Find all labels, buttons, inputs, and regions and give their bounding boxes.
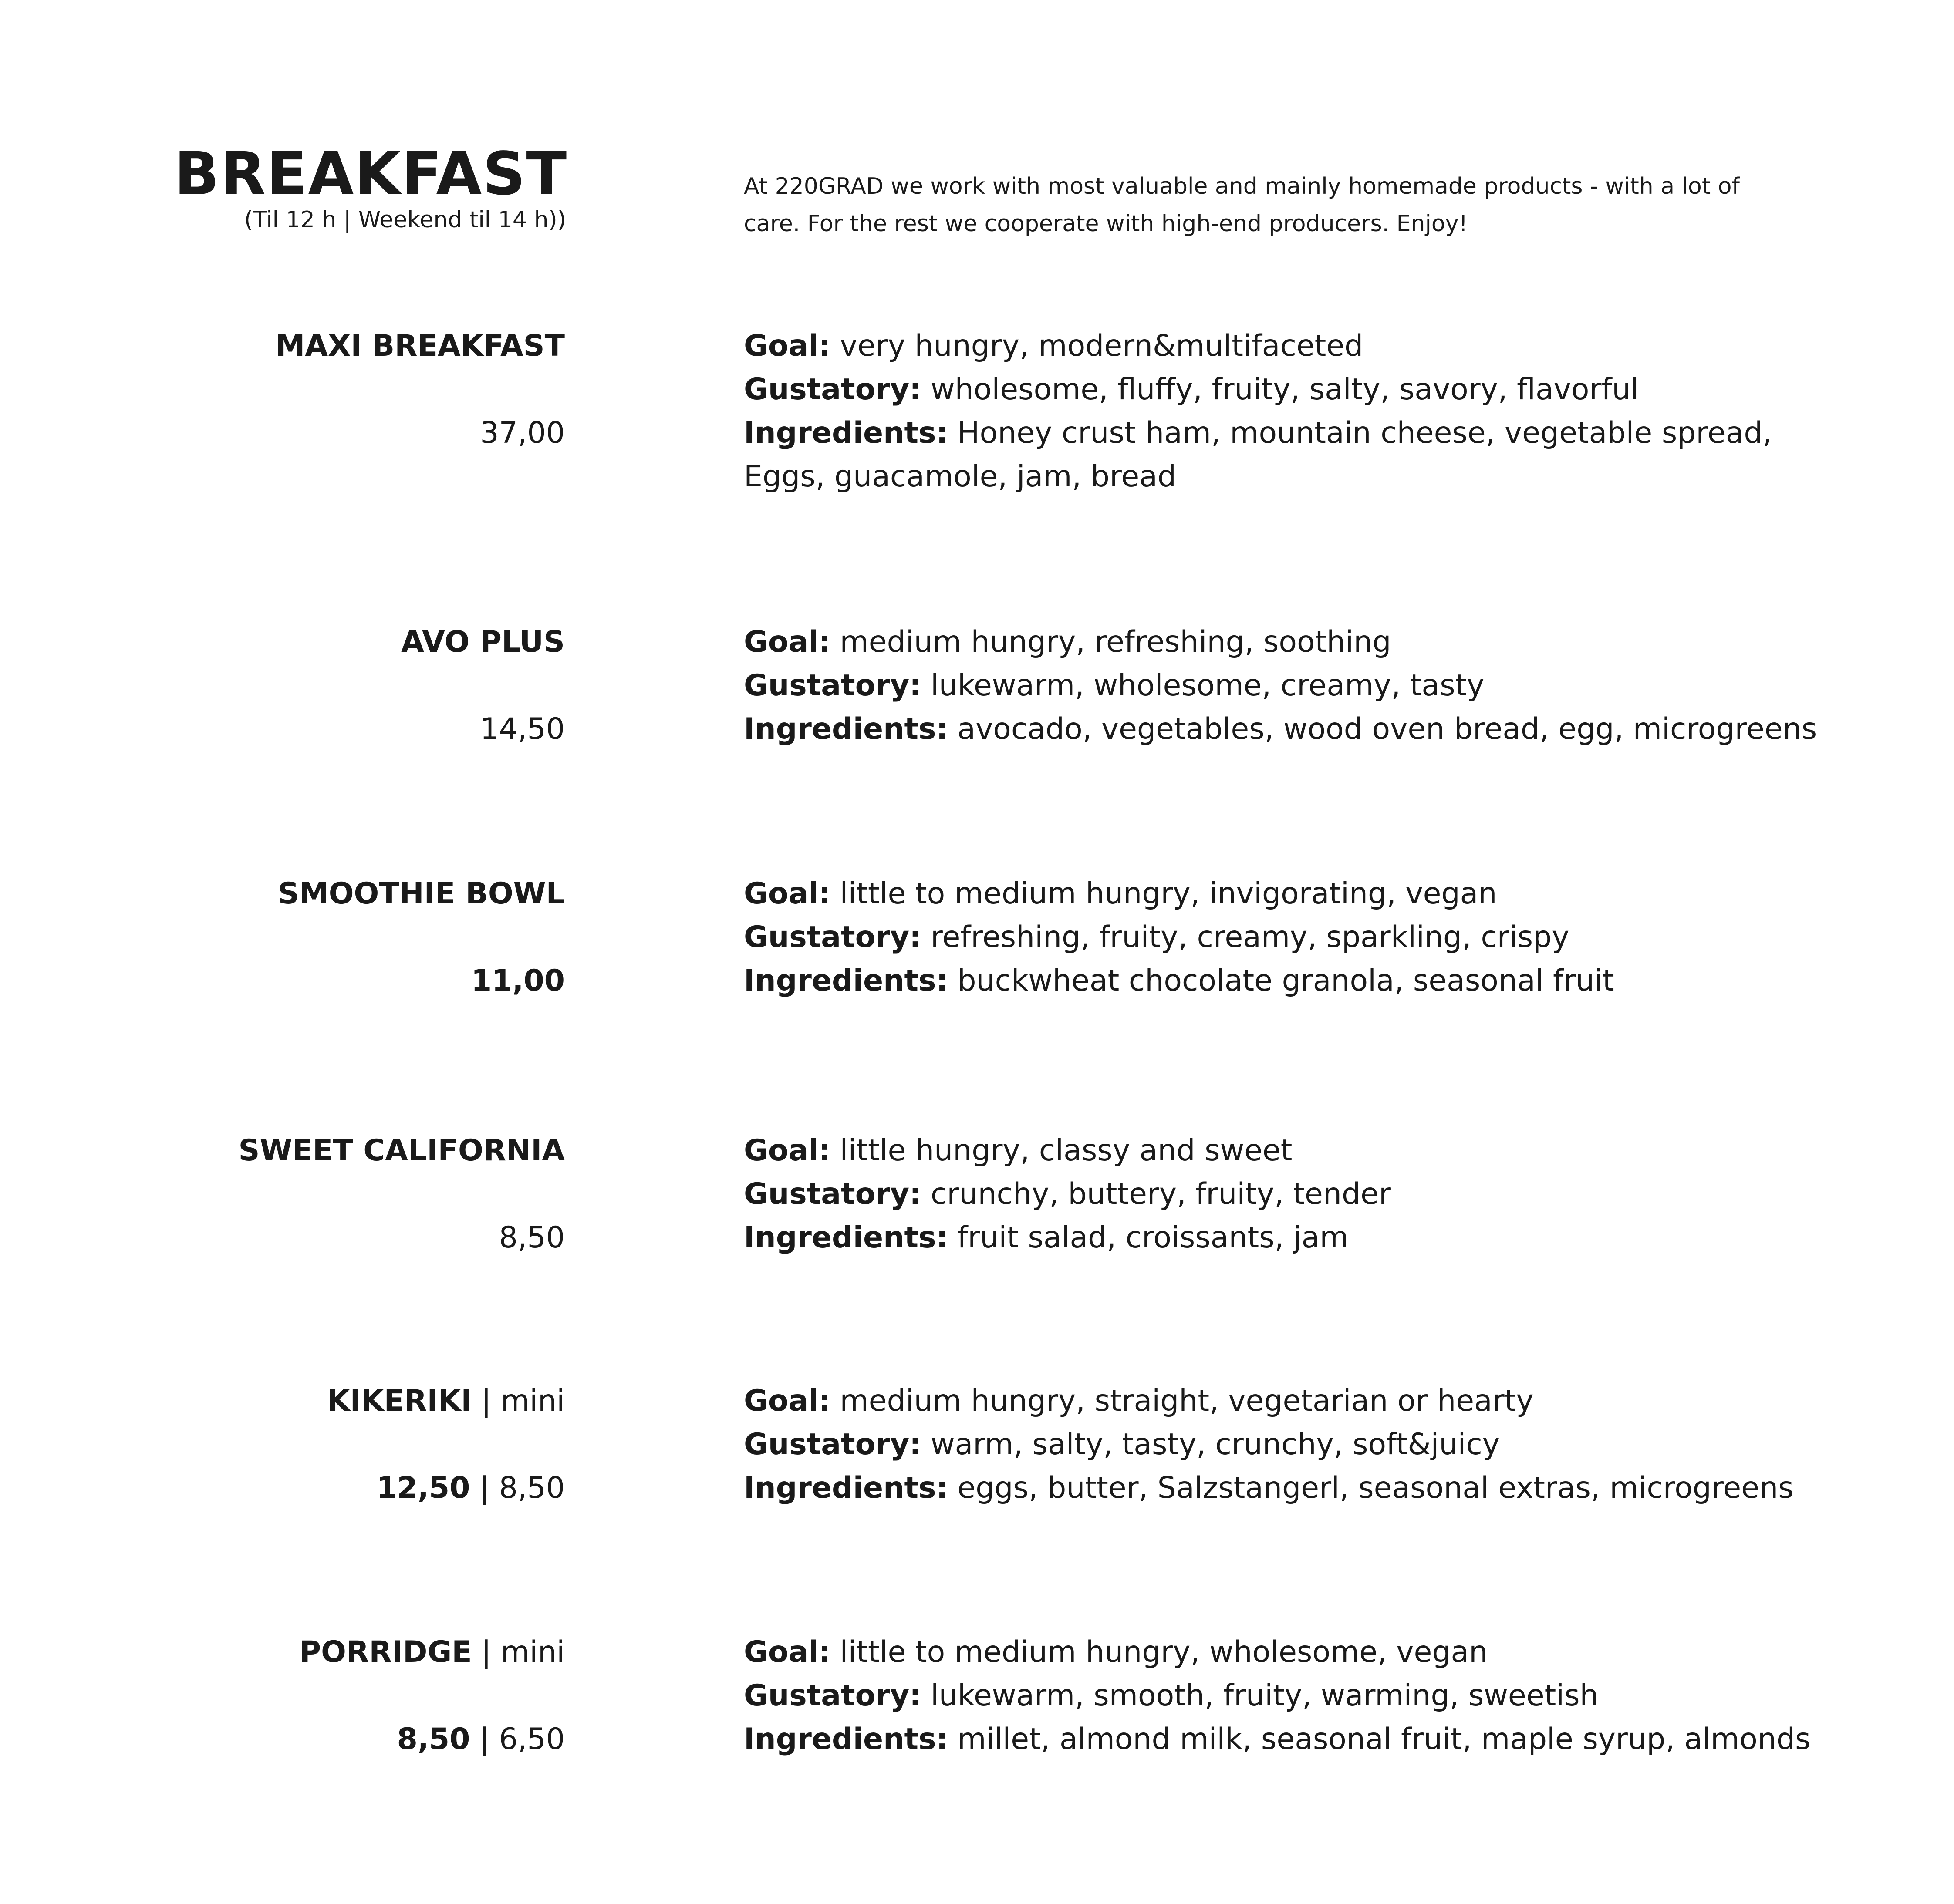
ingredients-text: Honey crust ham, mountain cheese, vegetable spread, <box>957 416 1772 450</box>
opening-hours: (Til 12 h | Weekend til 14 h)) <box>244 207 566 233</box>
item-name-price <box>174 1379 565 1510</box>
ingredients-text: eggs, butter, Salzstangerl, seasonal extras, microgreens <box>957 1471 1794 1505</box>
item-name: SMOOTHIE BOWL <box>278 876 565 911</box>
gustatory-line <box>744 664 1920 708</box>
item-price: 37,00 <box>480 416 565 450</box>
gustatory-text: warm, salty, tasty, crunchy, soft&juicy <box>931 1427 1500 1462</box>
ingredients-label: Ingredients: <box>744 1220 948 1255</box>
goal-label: Goal: <box>744 329 830 363</box>
goal-text: very hungry, modern&multifaceted <box>840 329 1363 363</box>
ingredients-label: Ingredients: <box>744 416 948 450</box>
gustatory-label: Gustatory: <box>744 1678 921 1713</box>
goal-label: Goal: <box>744 876 830 911</box>
goal-label: Goal: <box>744 1635 830 1669</box>
goal-line <box>744 324 1920 368</box>
goal-text: little to medium hungry, invigorating, vegan <box>840 876 1497 911</box>
goal-line <box>744 1379 1920 1423</box>
menu-header <box>174 140 568 235</box>
goal-line <box>744 620 1920 664</box>
goal-text: little hungry, classy and sweet <box>840 1133 1293 1168</box>
item-price: 12,50 <box>376 1471 470 1505</box>
gustatory-text: refreshing, fruity, creamy, sparkling, crispy <box>931 920 1569 954</box>
ingredients-label: Ingredients: <box>744 712 948 746</box>
item-mini-price: | 6,50 <box>470 1722 565 1756</box>
item-price-row <box>174 1718 565 1761</box>
item-description <box>744 872 1920 1003</box>
ingredients-line <box>744 1718 1920 1761</box>
gustatory-label: Gustatory: <box>744 668 921 703</box>
gustatory-line <box>744 1674 1920 1718</box>
gustatory-label: Gustatory: <box>744 1177 921 1211</box>
goal-label: Goal: <box>744 625 830 659</box>
item-name-price <box>174 620 565 751</box>
item-name: SWEET CALIFORNIA <box>238 1133 565 1168</box>
item-price: 14,50 <box>480 712 565 746</box>
item-name: AVO PLUS <box>401 625 565 659</box>
ingredients-line <box>744 708 1920 751</box>
gustatory-text: wholesome, fluffy, fruity, salty, savory, flavorful <box>931 372 1639 407</box>
item-size-option: | mini <box>472 1384 565 1418</box>
item-name: KIKERIKI <box>327 1384 472 1418</box>
ingredients-text: fruit salad, croissants, jam <box>957 1220 1349 1255</box>
item-name-price <box>174 1129 565 1260</box>
item-name: MAXI BREAKFAST <box>275 329 565 363</box>
goal-text: little to medium hungry, wholesome, vegan <box>840 1635 1488 1669</box>
gustatory-line <box>744 368 1920 411</box>
goal-line <box>744 1129 1920 1173</box>
gustatory-text: lukewarm, smooth, fruity, warming, sweetish <box>931 1678 1599 1713</box>
item-description <box>744 1129 1920 1260</box>
ingredients-line-cont: Eggs, guacamole, jam, bread <box>744 459 1177 494</box>
gustatory-text: crunchy, buttery, fruity, tender <box>931 1177 1391 1211</box>
item-description <box>744 324 1920 499</box>
gustatory-line <box>744 1423 1920 1466</box>
gustatory-text: lukewarm, wholesome, creamy, tasty <box>931 668 1485 703</box>
item-mini-price: | 8,50 <box>470 1471 565 1505</box>
item-description <box>744 620 1920 751</box>
ingredients-text: millet, almond milk, seasonal fruit, maple syrup, almonds <box>957 1722 1811 1756</box>
item-name-price <box>174 1631 565 1761</box>
item-price: 11,00 <box>471 964 565 998</box>
intro-text: At 220GRAD we work with most valuable and mainly homemade products - with a lot of care. For the rest we cooperate with high-end producers. Enjoy! <box>744 173 1740 237</box>
item-size-option: | mini <box>472 1635 565 1669</box>
goal-line <box>744 872 1920 916</box>
goal-text: medium hungry, refreshing, soothing <box>840 625 1391 659</box>
ingredients-label: Ingredients: <box>744 1722 948 1756</box>
page-title: BREAKFAST <box>174 140 568 209</box>
ingredients-line <box>744 1466 1920 1510</box>
ingredients-line <box>744 411 1920 455</box>
item-name-price <box>174 324 565 455</box>
gustatory-label: Gustatory: <box>744 920 921 954</box>
item-name-row <box>174 1379 565 1423</box>
gustatory-label: Gustatory: <box>744 1427 921 1462</box>
ingredients-text: avocado, vegetables, wood oven bread, egg, microgreens <box>957 712 1817 746</box>
gustatory-line <box>744 1173 1920 1216</box>
item-name-row <box>174 1631 565 1674</box>
item-description <box>744 1631 1920 1761</box>
goal-label: Goal: <box>744 1133 830 1168</box>
goal-text: medium hungry, straight, vegetarian or hearty <box>840 1384 1534 1418</box>
gustatory-line <box>744 916 1920 959</box>
item-price: 8,50 <box>397 1722 470 1756</box>
item-name-price <box>174 872 565 1003</box>
goal-label: Goal: <box>744 1384 830 1418</box>
item-price-row <box>174 1466 565 1510</box>
goal-line <box>744 1631 1920 1674</box>
ingredients-line <box>744 1216 1920 1260</box>
ingredients-label: Ingredients: <box>744 964 948 998</box>
item-price: 8,50 <box>499 1220 565 1255</box>
ingredients-line <box>744 959 1920 1003</box>
item-name: PORRIDGE <box>299 1635 472 1669</box>
ingredients-label: Ingredients: <box>744 1471 948 1505</box>
ingredients-text: buckwheat chocolate granola, seasonal fruit <box>957 964 1614 998</box>
gustatory-label: Gustatory: <box>744 372 921 407</box>
item-description <box>744 1379 1920 1510</box>
